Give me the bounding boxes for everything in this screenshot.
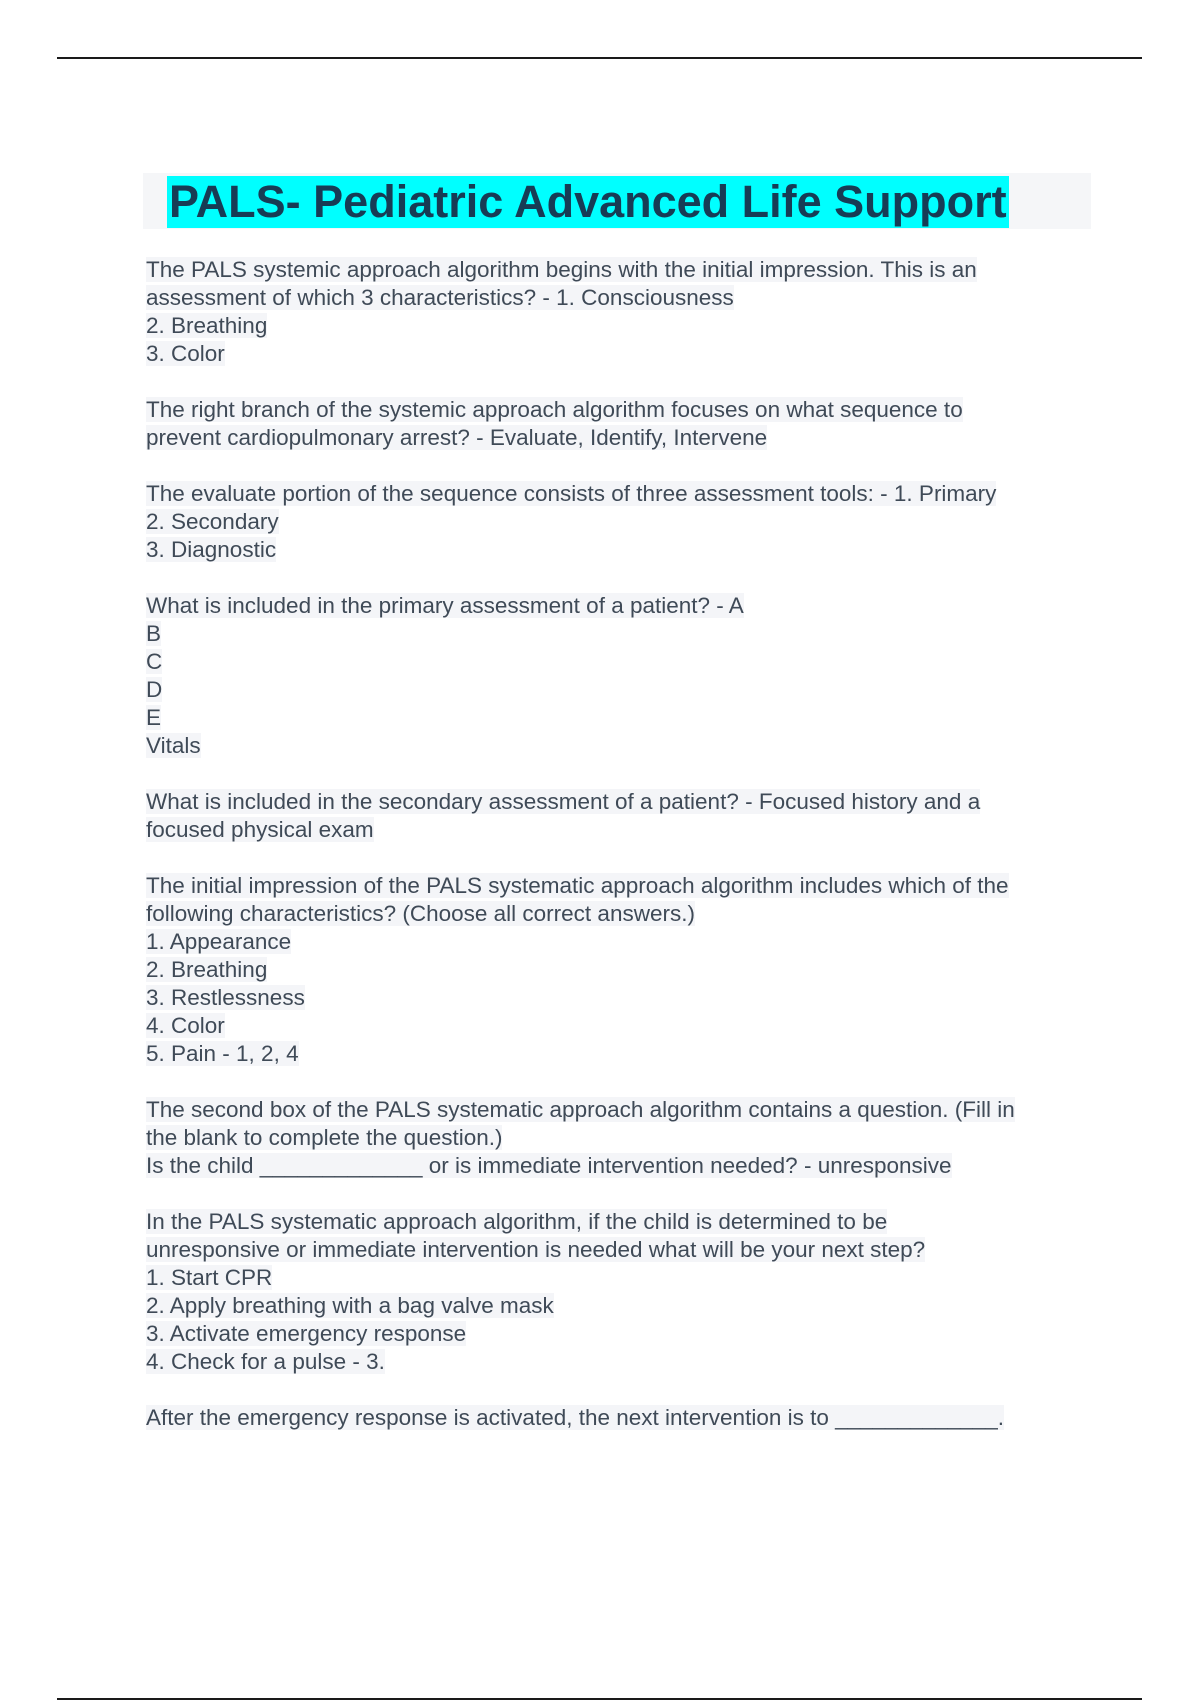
qa-line	[146, 1404, 1086, 1432]
qa-line-text: C	[146, 649, 163, 674]
qa-line	[146, 984, 1086, 1012]
qa-line-text: What is included in the secondary assessment of a patient? - Focused history and a	[146, 789, 981, 814]
qa-line	[146, 872, 1086, 900]
qa-line	[146, 1264, 1086, 1292]
qa-line	[146, 676, 1086, 704]
qa-line-text: 3. Restlessness	[146, 985, 305, 1010]
qa-line	[146, 592, 1086, 620]
qa-line-text: B	[146, 621, 162, 646]
qa-item	[146, 1208, 1086, 1376]
qa-line	[146, 480, 1086, 508]
document-body	[146, 256, 1086, 1460]
qa-item	[146, 872, 1086, 1068]
qa-line	[146, 1152, 1086, 1180]
qa-line-text: assessment of which 3 characteristics? - 1. Consciousness	[146, 285, 734, 310]
qa-line-text: The evaluate portion of the sequence consists of three assessment tools: - 1. Primary	[146, 481, 997, 506]
qa-line	[146, 1292, 1086, 1320]
qa-line-text: In the PALS systematic approach algorithm, if the child is determined to be	[146, 1209, 888, 1234]
qa-item	[146, 788, 1086, 844]
qa-line	[146, 1012, 1086, 1040]
qa-line-text: 3. Activate emergency response	[146, 1321, 467, 1346]
qa-line	[146, 1040, 1086, 1068]
qa-line-text: Is the child _____________ or is immediate intervention needed? - unresponsive	[146, 1153, 952, 1178]
qa-line-text: The PALS systemic approach algorithm begins with the initial impression. This is an	[146, 257, 977, 282]
qa-line	[146, 424, 1086, 452]
qa-line	[146, 1208, 1086, 1236]
qa-line	[146, 536, 1086, 564]
qa-line-text: 2. Breathing	[146, 957, 268, 982]
qa-line-text: 4. Check for a pulse - 3.	[146, 1349, 385, 1374]
qa-line-text: The initial impression of the PALS systematic approach algorithm includes which of the	[146, 873, 1009, 898]
qa-line-text: What is included in the primary assessment of a patient? - A	[146, 593, 744, 618]
top-rule	[57, 57, 1142, 59]
qa-line-text: 1. Start CPR	[146, 1265, 273, 1290]
qa-line	[146, 648, 1086, 676]
qa-line-text: 2. Apply breathing with a bag valve mask	[146, 1293, 554, 1318]
qa-line-text: The right branch of the systemic approach algorithm focuses on what sequence to	[146, 397, 963, 422]
qa-line	[146, 508, 1086, 536]
qa-line	[146, 788, 1086, 816]
qa-line-text: 1. Appearance	[146, 929, 292, 954]
qa-line	[146, 340, 1086, 368]
qa-line	[146, 312, 1086, 340]
qa-line-text: 3. Diagnostic	[146, 537, 277, 562]
qa-item	[146, 1404, 1086, 1432]
qa-line	[146, 620, 1086, 648]
qa-line	[146, 396, 1086, 424]
qa-line-text: 4. Color	[146, 1013, 225, 1038]
qa-line	[146, 928, 1086, 956]
qa-line	[146, 1236, 1086, 1264]
qa-item	[146, 1096, 1086, 1180]
document-title: PALS- Pediatric Advanced Life Support	[169, 176, 1007, 227]
qa-line	[146, 900, 1086, 928]
qa-line-text: the blank to complete the question.)	[146, 1125, 503, 1150]
qa-line	[146, 256, 1086, 284]
qa-item	[146, 592, 1086, 760]
qa-item	[146, 256, 1086, 368]
qa-line	[146, 284, 1086, 312]
qa-line-text: following characteristics? (Choose all correct answers.)	[146, 901, 695, 926]
qa-line-text: prevent cardiopulmonary arrest? - Evaluate, Identify, Intervene	[146, 425, 768, 450]
qa-line-text: unresponsive or immediate intervention is needed what will be your next step?	[146, 1237, 926, 1262]
qa-line-text: 2. Breathing	[146, 313, 268, 338]
qa-line	[146, 1320, 1086, 1348]
qa-line-text: 3. Color	[146, 341, 225, 366]
qa-item	[146, 480, 1086, 564]
qa-line-text: 5. Pain - 1, 2, 4	[146, 1041, 299, 1066]
qa-item	[146, 396, 1086, 452]
qa-line	[146, 956, 1086, 984]
qa-line	[146, 704, 1086, 732]
qa-line-text: focused physical exam	[146, 817, 374, 842]
qa-line-text: Vitals	[146, 733, 201, 758]
qa-line	[146, 1096, 1086, 1124]
qa-line	[146, 1124, 1086, 1152]
qa-line	[146, 816, 1086, 844]
qa-line	[146, 732, 1086, 760]
qa-line-text: 2. Secondary	[146, 509, 279, 534]
qa-line-text: D	[146, 677, 163, 702]
qa-line-text: The second box of the PALS systematic approach algorithm contains a question. (Fill in	[146, 1097, 1015, 1122]
qa-line	[146, 1348, 1086, 1376]
qa-line-text: E	[146, 705, 162, 730]
qa-line-text: After the emergency response is activated, the next intervention is to _____________.	[146, 1405, 1005, 1430]
